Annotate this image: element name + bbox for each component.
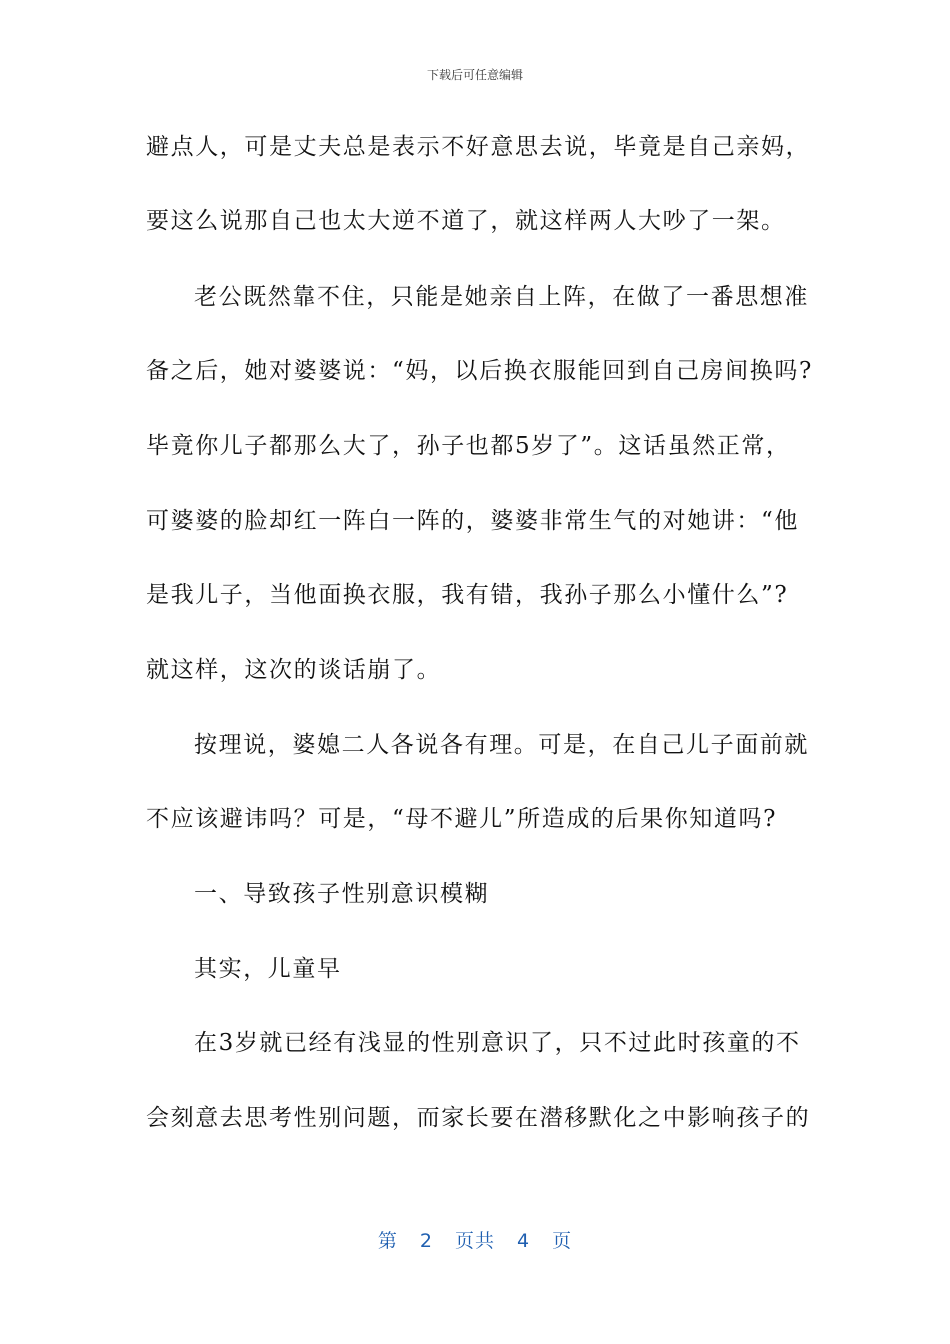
page-label-prefix: 第 <box>377 1230 398 1252</box>
current-page-number: 2 <box>419 1230 433 1252</box>
page-label-suffix: 页 <box>552 1230 573 1252</box>
header-note: 下载后可任意编辑 <box>426 68 523 82</box>
text-line: 就这样，这次的谈话崩了。 <box>146 657 442 683</box>
text-line: 按理说，婆媳二人各说各有理。可是，在自己儿子面前就 <box>194 732 809 758</box>
text-line: 老公既然靠不住，只能是她亲自上阵，在做了一番思想准 <box>194 284 809 310</box>
text-line: 可婆婆的脸却红一阵白一阵的，婆婆非常生气的对她讲：“他 <box>146 508 799 534</box>
text-line: 毕竟你儿子都那么大了，孙子也都5岁了”。这话虽然正常， <box>146 433 791 459</box>
total-pages-number: 4 <box>517 1230 531 1252</box>
text-line: 要这么说那自己也太大逆不道了，就这样两人大吵了一架。 <box>146 208 786 234</box>
text-line: 会刻意去思考性别问题，而家长要在潜移默化之中影响孩子的 <box>146 1105 811 1131</box>
text-line: 备之后，她对婆婆说：“妈，以后换衣服能回到自己房间换吗? <box>146 358 813 384</box>
text-line: 避点人，可是丈夫总是表示不好意思去说，毕竟是自己亲妈， <box>146 134 811 160</box>
text-line: 不应该避讳吗？可是，“母不避儿”所造成的后果你知道吗? <box>146 806 778 832</box>
text-line: 是我儿子，当他面换衣服，我有错，我孙子那么小懂什么”? <box>146 582 789 608</box>
section-heading: 一、导致孩子性别意识模糊 <box>194 881 490 907</box>
text-line: 其实，儿童早 <box>194 956 342 982</box>
page-label-mid: 页共 <box>454 1230 495 1252</box>
page-footer <box>0 1226 950 1253</box>
text-line: 在3岁就已经有浅显的性别意识了，只不过此时孩童的不 <box>194 1030 801 1056</box>
